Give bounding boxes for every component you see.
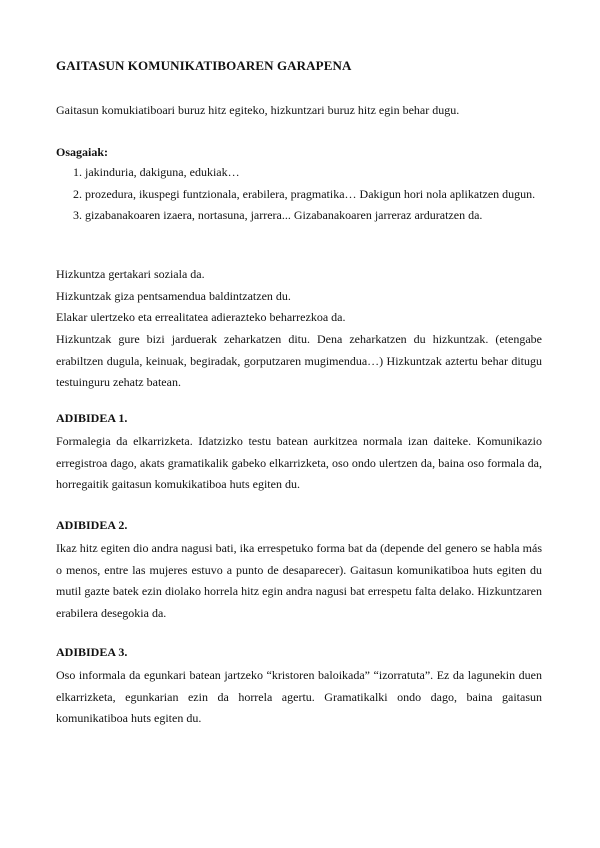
document-title: GAITASUN KOMUNIKATIBOAREN GARAPENA xyxy=(56,58,352,73)
components-heading: Osagaiak: xyxy=(56,145,109,159)
example-3-text: Oso informala da egunkari batean jartzeko “kristoren baloikada” “izorratuta”. Ez da lagunekin duen elkarrizketa, egunkarian ezin da horrela agertu. Gramatikalki ondo dago, baina gaitasun komunikatiboa huts egiten du. xyxy=(56,668,542,725)
statement-line: Hizkuntzak giza pentsamendua baldintzatzen du. xyxy=(56,289,291,303)
intro-paragraph: Gaitasun komukiatiboari buruz hitz egiteko, hizkuntzari buruz hitz egin behar dugu. xyxy=(56,103,460,117)
example-2-text: Ikaz hitz egiten dio andra nagusi bati, ika errespetuko forma bat da (depende del genero se habla más o menos, entre las mujeres estuvo a punto de desaparecer). Gaitasun komunikatiboa huts egiten du mutil gazte batek ezin diolako horrela hitz egin andra nagusi bat errespetu falta delako. Hizkuntzaren erabilera desegokia da. xyxy=(56,541,542,620)
components-list xyxy=(56,162,542,227)
list-number: 1. xyxy=(73,165,82,179)
statement-line: Hizkuntza gertakari soziala da. xyxy=(56,267,205,281)
statement-paragraph: Hizkuntzak gure bizi jarduerak zeharkatzen ditu. Dena zeharkatzen du hizkuntzak. (etengabe erabiltzen dugula, keinuak, begiradak, gorputzaren mugimendua…) Hizkuntzak aztertu behar ditugu testuinguru zehatz batean. xyxy=(56,332,542,389)
list-text: prozedura, ikuspegi funtzionala, erabilera, pragmatika… Dakigun hori nola aplikatzen dugun. xyxy=(85,186,536,201)
list-text: gizabanakoaren izaera, nortasuna, jarrera... Gizabanakoaren jarreraz arduratzen da. xyxy=(85,208,483,222)
example-2-heading: ADIBIDEA 2. xyxy=(56,518,128,532)
statement-line: Elakar ulertzeko eta errealitatea adierazteko beharrezkoa da. xyxy=(56,310,346,324)
list-item xyxy=(56,184,542,206)
list-text: jakinduria, dakiguna, edukiak… xyxy=(85,165,240,179)
example-1-text: Formalegia da elkarrizketa. Idatzizko testu batean aurkitzea normala izan daiteke. Komunikazio erregistroa dago, akats gramatikalik gabeko elkarrizketa, oso ondo ulertzen da, baina oso formala da, horregaitik gaitasun komukikatiboa huts egiten du. xyxy=(56,434,542,491)
list-number: 2. xyxy=(73,186,82,201)
example-1-heading: ADIBIDEA 1. xyxy=(56,411,128,425)
list-item xyxy=(56,162,542,184)
example-3-heading: ADIBIDEA 3. xyxy=(56,645,128,659)
list-number: 3. xyxy=(73,208,82,222)
list-item xyxy=(56,205,542,227)
